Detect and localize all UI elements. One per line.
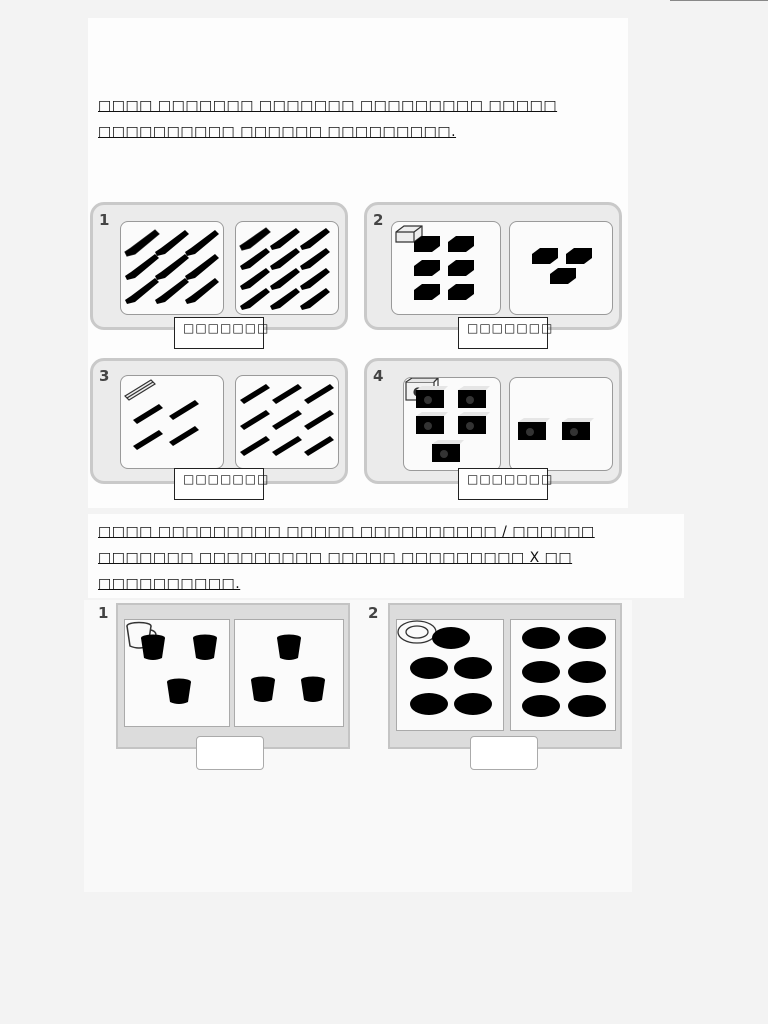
exercise2-answer-box-1[interactable] [196, 736, 264, 770]
group-right [234, 619, 344, 727]
panel-number: 2 [373, 211, 384, 229]
cup-icon-group [125, 620, 231, 728]
exercise1-panel-3 [90, 358, 348, 484]
exercise1-panel-1 [90, 202, 348, 330]
plate-icon-group [397, 620, 505, 732]
pencil-icon-group [121, 222, 225, 316]
eraser-icon-group [392, 222, 502, 316]
group-left [124, 619, 230, 727]
group-right [509, 377, 613, 471]
group-left [396, 619, 504, 731]
exercise2-panel-1 [116, 603, 350, 749]
group-left [120, 221, 224, 315]
exercise1-panel-4 [364, 358, 622, 484]
answer-box-1[interactable]: □□□□□□□ [174, 317, 264, 349]
answer-box-4[interactable]: □□□□□□□ [458, 468, 548, 500]
panel-number: 1 [99, 211, 110, 229]
exercise2-panel-2 [388, 603, 622, 749]
cup-icon-group [235, 620, 345, 728]
instruction-part1: □□□□ □□□□□□□ □□□□□□□ □□□□□□□□□ □□□□□ □□□□□□□□□□ □□□□□□ □□□□□□□□□. [98, 98, 558, 140]
pencil-icon-group [236, 222, 340, 316]
panel-number: 4 [373, 367, 384, 385]
group-left [391, 221, 501, 315]
group-right [509, 221, 613, 315]
ruler-icon-group [236, 376, 340, 470]
group-left [403, 377, 501, 471]
panel-number: 3 [99, 367, 110, 385]
group-right [235, 375, 339, 469]
sharpener-icon-group [404, 378, 502, 472]
group-right [235, 221, 339, 315]
exercise2-number-2: 2 [368, 604, 379, 622]
exercise1-panel-2 [364, 202, 622, 330]
sharpener-icon-group [510, 378, 614, 472]
answer-box-3[interactable]: □□□□□□□ [174, 468, 264, 500]
edge-line [670, 0, 768, 1]
ruler-icon-group [121, 376, 225, 470]
eraser-icon-group [510, 222, 614, 316]
exercise2-answer-box-2[interactable] [470, 736, 538, 770]
group-right [510, 619, 616, 731]
answer-box-2[interactable]: □□□□□□□ [458, 317, 548, 349]
plate-icon-group [511, 620, 617, 732]
group-left [120, 375, 224, 469]
exercise2-number-1: 1 [98, 604, 109, 622]
instruction-part2: □□□□ □□□□□□□□□ □□□□□ □□□□□□□□□□ / □□□□□□ □□□□□□□ □□□□□□□□□ □□□□□ □□□□□□□□□ X □□ □□□□□□□□□□. [98, 524, 595, 592]
